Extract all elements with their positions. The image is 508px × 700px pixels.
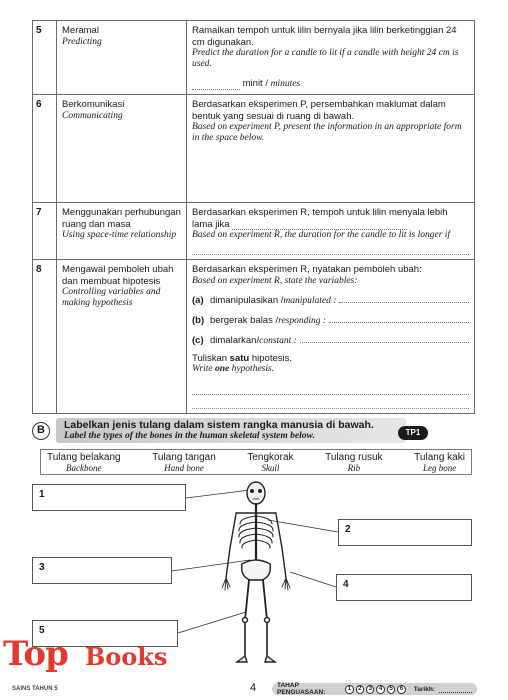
section-letter: B	[32, 422, 50, 440]
skeleton-figure	[222, 482, 290, 662]
tp-badge: TP1	[398, 426, 428, 440]
variable-letter: (b)	[192, 314, 205, 326]
mastery-level-bar	[272, 683, 477, 695]
word-english: Rib	[347, 463, 361, 473]
hypothesis-text: hypothesis.	[231, 364, 275, 374]
question-malay: Ramalkan tempoh untuk lilin bernyala jika lilin berketinggian 24 cm digunakan.	[192, 25, 457, 48]
row-number: 6	[33, 95, 57, 203]
skill-name-english: Predicting	[62, 36, 102, 47]
level-circle[interactable]: 5	[387, 685, 395, 694]
level-circle[interactable]: 3	[366, 685, 374, 694]
variable-letter: (a)	[192, 294, 204, 306]
leg-bone-shape	[245, 580, 249, 620]
question-malay-text: Berdasarkan eksperimen R, tempoh untuk lilin menyala lebih lama jika	[192, 207, 448, 230]
section-title-malay: Labelkan jenis tulang dalam sistem rangka manusia di bawah.	[64, 419, 374, 431]
word-malay: Tengkorak	[247, 452, 294, 463]
leader-line	[172, 560, 250, 571]
variable-english: manipulated :	[283, 295, 337, 306]
leader-line	[178, 612, 246, 633]
logo-books-text: Books	[85, 642, 168, 671]
hypothesis-text: Tuliskan	[192, 352, 228, 364]
skull-shape	[247, 482, 265, 504]
hypothesis-emphasis: satu	[229, 352, 250, 364]
question-english: Predict the duration for a candle to lit if a candle with height 24 cm is used.	[192, 48, 459, 69]
label-box-3[interactable]: 3	[32, 557, 172, 584]
word-english: Skull	[261, 463, 280, 473]
word-english: Leg bone	[422, 463, 457, 473]
question-english: Based on experiment P, present the information in an appropriate form in the space below.	[192, 122, 462, 143]
label-box-2[interactable]: 2	[338, 519, 472, 546]
foot-shape	[237, 656, 247, 662]
hand-bone-shape	[222, 578, 230, 590]
date-label: Tarikh:	[413, 685, 435, 693]
variable-english: responding :	[278, 315, 327, 326]
skill-name-malay: Menggunakan perhubungan ruang dan masa	[62, 207, 181, 230]
leader-line	[290, 572, 336, 587]
word-malay: Tulang kaki	[414, 452, 465, 463]
variable-malay: dimanipulasikan /	[210, 294, 284, 306]
answer-unit-malay: minit /	[242, 78, 268, 89]
section-title-english: Label the types of the bones in the human skeletal system below.	[64, 431, 315, 441]
word-malay: Tulang tangan	[152, 452, 216, 463]
foot-shape	[265, 656, 275, 662]
word-english: Hand bone	[164, 463, 204, 473]
variable-malay: bergerak balas /	[210, 314, 279, 326]
answer-unit-english: minutes	[270, 79, 301, 89]
variable-letter: (c)	[192, 334, 204, 346]
word-english: Backbone	[66, 463, 102, 473]
row-number: 8	[33, 260, 57, 414]
question-malay: Berdasarkan eksperimen P, persembahkan maklumat dalam bentuk yang sesuai di ruang di bawah.	[192, 99, 446, 122]
skill-name-malay: Berkomunikasi	[62, 99, 125, 110]
row-number: 7	[33, 203, 57, 260]
mastery-label: TAHAP PENGUASAAN:	[277, 682, 326, 696]
level-circle[interactable]: 2	[356, 685, 364, 694]
skill-name-english: Communicating	[62, 110, 123, 121]
label-box-1[interactable]: 1	[32, 484, 186, 511]
pelvis-shape	[242, 560, 271, 580]
publisher-logo	[3, 634, 193, 694]
logo-top-text: Top	[3, 634, 68, 674]
question-malay: Berdasarkan eksperimen R, nyatakan pemboleh ubah:	[192, 264, 422, 275]
arm-bone-shape	[276, 514, 282, 548]
arm-bone-shape	[230, 514, 236, 548]
hypothesis-text: hipotesis.	[251, 352, 292, 364]
question-english: Based on experiment R, the duration for the candle to lit is longer if	[192, 230, 451, 240]
question-english: Based on experiment R, state the variables:	[192, 275, 358, 286]
row-number: 5	[33, 21, 57, 95]
hand-bone-shape	[282, 578, 290, 590]
skill-name-english: Controlling variables and making hypothesis	[62, 287, 161, 308]
hypothesis-text: Write	[192, 364, 213, 374]
level-circle[interactable]: 4	[376, 685, 384, 694]
label-box-5[interactable]: 5	[32, 620, 178, 647]
level-circle[interactable]: 6	[397, 685, 405, 694]
skill-name-malay: Meramal	[62, 25, 99, 36]
skill-name-malay: Mengawal pemboleh ubah dan membuat hipotesis	[62, 264, 174, 287]
level-circle[interactable]: 1	[345, 685, 353, 694]
variable-english: constant :	[259, 335, 297, 346]
word-malay: Tulang rusuk	[325, 452, 383, 463]
label-box-4[interactable]: 4	[336, 574, 472, 601]
leg-bone-shape	[263, 580, 267, 620]
book-title: SAINS TAHUN 5	[12, 686, 58, 692]
skill-name-english: Using space-time relationship	[62, 230, 177, 240]
word-malay: Tulang belakang	[47, 452, 121, 463]
leader-line	[186, 490, 250, 498]
hypothesis-emphasis: one	[214, 364, 230, 374]
page-number: 4	[250, 682, 257, 694]
date-field[interactable]	[439, 686, 472, 693]
variable-malay: dimalarkan/	[210, 334, 260, 346]
